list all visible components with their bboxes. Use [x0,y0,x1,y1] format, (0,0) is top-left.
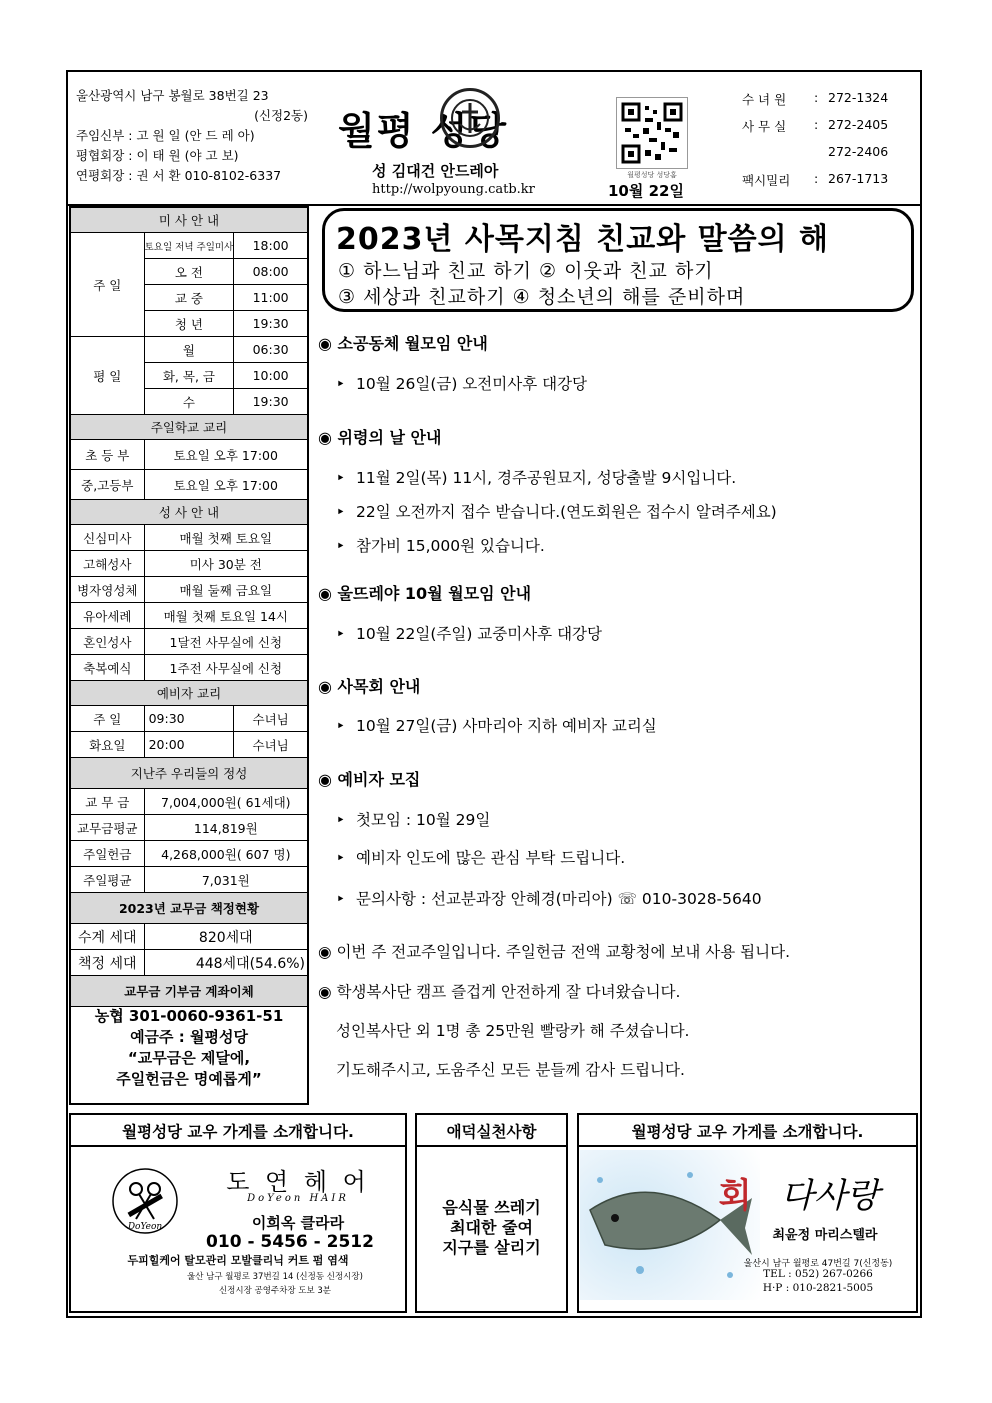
shop1-address: 울산 남구 월평로 37번길 14 (신정동 신정시장) [187,1272,363,1282]
contact-row: 수 녀 원 : 272-1324 [742,90,889,107]
shop1-owner: 이희옥 클라라 [251,1214,345,1232]
transfer-title: 교무금 기부금 계좌이체 [71,976,308,1007]
notice-item: ‣ 문의사항 : 선교분과장 안혜경(마리아) ☏ 010-3028-5640 [336,890,762,908]
shop2-heading: 월평성당 교우 가게를 소개합니다. [631,1123,864,1141]
sacrament-value: 1달전 사무실에 신청 [144,629,307,655]
dues-value: 448세대(54.6%) [144,950,307,976]
council-chair: 평협회장 : 이 태 원 (야 고 보) [76,148,239,163]
notice-title: ◉ 위령의 날 안내 [318,428,442,447]
sacrament-value: 매월 둘째 금요일 [144,577,307,603]
motto-title: 2023년 사목지침 친교와 말씀의 해 [336,222,830,257]
union-chair: 연평회장 : 권 서 환 010-8102-6337 [76,168,282,183]
notice-item: ‣ 참가비 15,000원 있습니다. [336,537,545,555]
offering-value: 7,004,000원( 61세대) [144,789,307,815]
motto-line1: ① 하느님과 친교 하기 ② 이웃과 친교 하기 [338,260,714,282]
catechumen-title: 예비자 교리 [71,681,308,706]
address-line1: 울산광역시 남구 봉월로 38번길 23 [76,88,269,103]
sunday-label: 주 일 [71,233,145,337]
charity-heading: 애덕실천사항 [446,1123,537,1141]
mass-time: 18:00 [234,233,308,259]
issue-date: 10월 22일 [608,182,684,200]
shop2-name: 다사랑 [780,1176,880,1216]
notice-line: ◉ 학생복사단 캠프 즐겁게 안전하게 잘 다녀왔습니다. [318,983,681,1001]
charity-text: 음식물 쓰레기 최대한 줄여 지구를 살리기 [442,1198,541,1257]
catechumen-teacher: 수녀님 [234,706,308,732]
mass-time: 11:00 [234,285,308,311]
slogan-line2: 주일헌금은 명예롭게” [116,1070,262,1088]
dues-value: 820세대 [144,924,307,950]
sacrament-name: 신심미사 [71,525,145,551]
mass-name: 수 [144,389,234,415]
mass-name: 화, 목, 금 [144,363,234,389]
school-title: 주일학교 교리 [71,415,308,440]
contact-row: 272-2406 [828,144,889,159]
sacrament-value: 매월 첫째 토요일 14시 [144,603,307,629]
mass-name: 청 년 [144,311,234,337]
divider [69,1145,407,1147]
notice-item: ‣ 예비자 인도에 많은 관심 부탁 드립니다. [336,849,626,867]
notice-line: ◉ 이번 주 전교주일입니다. 주일헌금 전액 교황청에 보내 사용 됩니다. [318,943,790,961]
shop1-logo-text: DoYeon [127,1222,163,1232]
shop1-subname: DoYeon HAIR [247,1193,349,1204]
dues-title: 2023년 교무금 책정현황 [71,893,308,924]
mass-name: 오 전 [144,259,234,285]
mass-time: 19:30 [234,311,308,337]
shop2-owner: 최윤정 마리스텔라 [772,1228,878,1243]
catechumen-day: 주 일 [71,706,145,732]
qr-code-icon[interactable] [616,97,688,169]
shop1-directions: 신정시장 공영주차장 도보 3분 [218,1286,332,1296]
school-value: 토요일 오후 17:00 [144,440,307,470]
sacrament-name: 병자영성체 [71,577,145,603]
mass-time: 19:30 [234,389,308,415]
dues-name: 수계 세대 [71,924,145,950]
offering-value: 4,268,000원( 607 명) [144,841,307,867]
mass-time: 10:00 [234,363,308,389]
website-link[interactable]: http://wolpyoung.catb.kr [372,182,535,197]
shop1-services: 두피힐케어 탈모관리 모발클리닉 커트 펌 염색 [127,1254,349,1267]
offering-name: 교 무 금 [71,789,145,815]
sacrament-value: 1주전 사무실에 신청 [144,655,307,681]
mass-name: 토요일 저녁 주일미사 [144,233,234,259]
account-number: 농협 301-0060-9361-51 [94,1007,284,1025]
offering-name: 교무금평균 [71,815,145,841]
slogan-line1: “교무금은 제달에, [127,1049,251,1067]
mass-title: 미 사 안 내 [71,208,308,233]
pastor: 주임신부 : 고 원 일 (안 드 레 아) [76,128,255,143]
catechumen-time: 09:30 [144,706,234,732]
catechumen-time: 20:00 [144,732,234,758]
mass-time: 08:00 [234,259,308,285]
sacrament-name: 축복예식 [71,655,145,681]
dues-name: 책정 세대 [71,950,145,976]
notice-item: ‣ 11월 2일(목) 11시, 경주공원묘지, 성당출발 9시입니다. [336,469,737,487]
offering-value: 114,819원 [144,815,307,841]
divider [577,1145,918,1147]
shop1-name: 도 연 헤 어 [226,1168,370,1196]
shop1-phone: 010 - 5456 - 2512 [206,1232,374,1252]
school-name: 초 등 부 [71,440,145,470]
weekday-label: 평 일 [71,337,145,415]
sacrament-name: 혼인성사 [71,629,145,655]
school-name: 중,고등부 [71,470,145,500]
mass-name: 교 중 [144,285,234,311]
contact-row: 사 무 실 : 272-2405 [742,117,889,134]
church-name: 월평 성당 [338,108,509,153]
notice-title: ◉ 소공동체 월모임 안내 [318,334,488,353]
sacrament-name: 고해성사 [71,551,145,577]
patron-saint: 성 김대건 안드레아 [372,162,499,180]
sacrament-name: 유아세례 [71,603,145,629]
qr-caption: 월평성당 성당홈 [627,171,677,179]
notice-title: ◉ 울뜨레야 10월 월모임 안내 [318,584,532,603]
mass-time: 06:30 [234,337,308,363]
offering-title: 지난주 우리들의 정성 [71,758,308,789]
sacrament-value: 미사 30분 전 [144,551,307,577]
shop2-name-prefix: 회 [718,1176,752,1216]
catechumen-day: 화요일 [71,732,145,758]
header-info [76,86,316,186]
notice-line: 성인복사단 외 1명 총 25만원 빨랑카 해 주셨습니다. [336,1022,690,1040]
contact-row: 팩시밀리 : 267-1713 [742,171,889,188]
sacrament-value: 매월 첫째 토요일 [144,525,307,551]
shop2-address: 울산시 남구 월평로 47번길 7(신정동) [743,1259,893,1269]
notice-title: ◉ 사목회 안내 [318,677,421,696]
left-column-border [69,206,309,1105]
mass-name: 월 [144,337,234,363]
notice-item: ‣ 10월 27일(금) 사마리아 지하 예비자 교리실 [336,717,657,735]
catechumen-teacher: 수녀님 [234,732,308,758]
divider [415,1145,568,1147]
notice-item: ‣ 첫모임 : 10월 29일 [336,811,491,829]
account-holder: 예금주 : 월평성당 [130,1028,248,1046]
shop2-hp: H·P : 010-2821-5005 [762,1282,874,1294]
address-line2: (신정2동) [254,108,308,123]
offering-name: 주일평균 [71,867,145,893]
notice-title: ◉ 예비자 모집 [318,770,421,789]
offering-value: 7,031원 [144,867,307,893]
contacts [742,90,918,198]
notice-line: 기도해주시고, 도움주신 모든 분들께 감사 드립니다. [336,1061,685,1079]
notice-item: ‣ 22일 오전까지 접수 받습니다.(연도회원은 접수시 알려주세요) [336,503,777,521]
offering-name: 주일헌금 [71,841,145,867]
notice-item: ‣ 10월 26일(금) 오전미사후 대강당 [336,375,588,393]
shop2-tel: TEL : 052) 267-0266 [763,1268,873,1280]
school-value: 토요일 오후 17:00 [144,470,307,500]
notice-item: ‣ 10월 22일(주일) 교중미사후 대강당 [336,625,602,643]
shop1-heading: 월평성당 교우 가게를 소개합니다. [122,1123,354,1141]
motto-line2: ③ 세상과 친교하기 ④ 청소년의 해를 준비하며 [338,286,746,308]
sacrament-title: 성 사 안 내 [71,500,308,525]
church-emblem-icon [440,88,500,148]
